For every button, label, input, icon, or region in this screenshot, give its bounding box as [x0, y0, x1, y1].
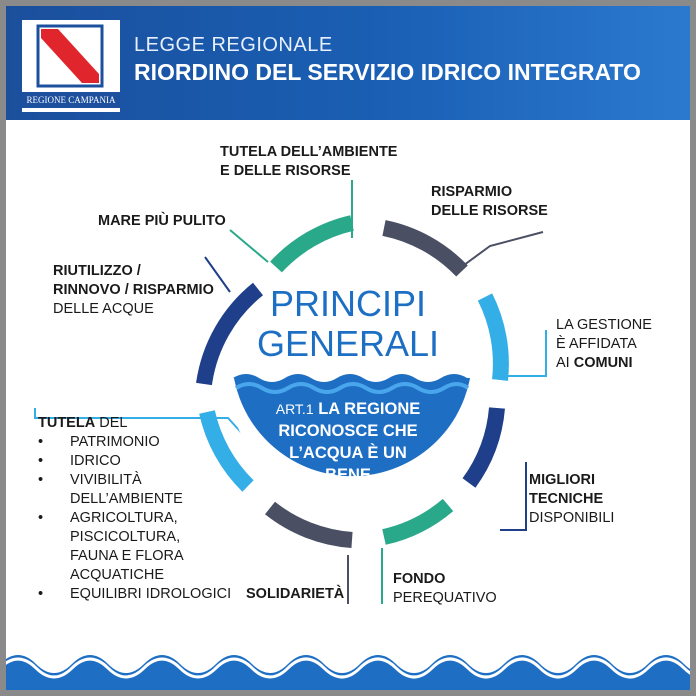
- label-gestione-comuni: LA GESTIONE È AFFIDATA AI COMUNI: [556, 317, 652, 371]
- list-item-continuation: PISCICOLTURA,: [70, 529, 181, 545]
- header-title: RIORDINO DEL SERVIZIO IDRICO INTEGRATO: [134, 59, 641, 85]
- leader-line-mare: [230, 230, 268, 262]
- ring-segment-gestione: [485, 297, 501, 380]
- leader-line-gestione: [507, 330, 546, 376]
- ring-segment-solidarieta: [270, 508, 352, 540]
- art-prefix: ART.1: [275, 401, 314, 417]
- leader-line-migliori: [500, 462, 526, 530]
- list-item-continuation: FAUNA E FLORA: [70, 548, 184, 564]
- label-riutilizzo: RIUTILIZZO / RINNOVO / RISPARMIO DELLE ACQUE: [53, 263, 214, 317]
- principi-generali-title: [249, 284, 447, 364]
- label-tutela-ambiente: TUTELA DELL’AMBIENTE E DELLE RISORSE: [220, 144, 398, 179]
- label-mare-pulito: MARE PIÙ PULITO: [98, 213, 226, 229]
- ring-segment-migliori: [469, 408, 497, 483]
- list-item: • AGRICOLTURA,: [38, 509, 231, 528]
- header-subtitle: LEGGE REGIONALE: [134, 34, 333, 56]
- art-line-1: LA REGIONE: [318, 400, 421, 418]
- list-item: • EQUILIBRI IDROLOGICI: [38, 585, 231, 604]
- title-line-1: PRINCIPI: [269, 283, 427, 324]
- ring-segment-tutela-ambiente: [276, 223, 352, 267]
- leader-line-risparmio: [460, 232, 543, 268]
- ring-segment-fondo: [384, 505, 448, 537]
- label-tutela-del: TUTELA DEL • PATRIMONIO • IDRICO • VIVIBILITÀ DELL’AMBIENTE • AGRICOLTURA, PISCICOLTURA, FAUNA E FLORA ACQUATICHE • EQUILIBRI IDROLOGICI: [38, 414, 231, 604]
- list-item-continuation: ACQUATICHE: [70, 567, 164, 583]
- list-item: • IDRICO: [38, 452, 231, 471]
- logo-caption: REGIONE CAMPANIA: [22, 92, 120, 108]
- label-risparmio-risorse: RISPARMIO DELLE RISORSE: [431, 184, 548, 219]
- ring-segment-risparmio: [384, 228, 462, 271]
- label-solidarieta: SOLIDARIETÀ: [246, 586, 345, 602]
- art-line-2: RICONOSCE CHE: [278, 422, 418, 440]
- art-line-4: PUBBLICO: [304, 488, 392, 506]
- list-item-continuation: DELL’AMBIENTE: [70, 491, 183, 507]
- art-line-3: L’ACQUA È UN BENE: [289, 444, 407, 484]
- label-migliori-tecniche: MIGLIORI TECNICHE DISPONIBILI: [529, 472, 615, 526]
- tutela-list: [38, 433, 231, 604]
- label-fondo-perequativo: FONDO PEREQUATIVO: [393, 571, 497, 606]
- title-line-2: GENERALI: [256, 323, 440, 364]
- list-item: • PATRIMONIO: [38, 433, 231, 452]
- article-1-text: [270, 398, 426, 508]
- list-item: • VIVIBILITÀ: [38, 471, 231, 490]
